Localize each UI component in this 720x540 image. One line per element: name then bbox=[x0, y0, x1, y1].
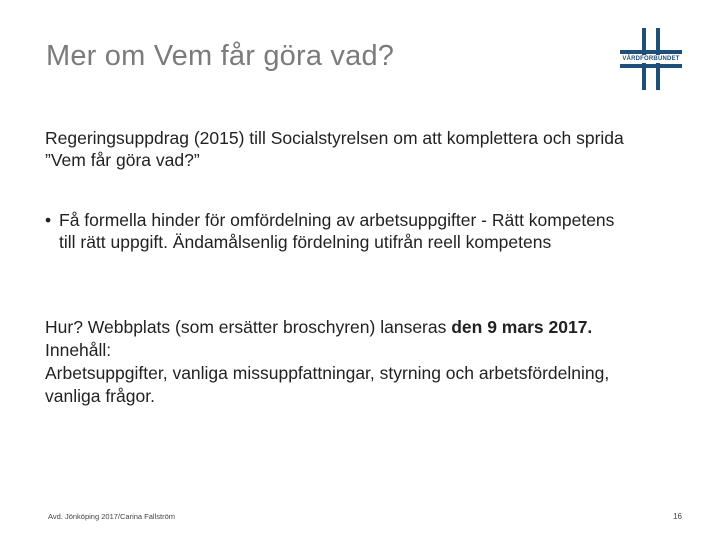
footer-text: Avd. Jönköping 2017/Carina Fallström bbox=[48, 512, 176, 521]
hur-paragraph bbox=[45, 316, 645, 408]
launch-text: Hur? Webbplats (som ersätter broschyren) lanseras bbox=[45, 317, 452, 337]
intro-paragraph: Regeringsuppdrag (2015) till Socialstyrelsen om att komplettera och sprida ”Vem får göra vad?” bbox=[45, 128, 624, 170]
bullet-marker: • bbox=[45, 210, 52, 230]
logo-text: VÅRDFÖRBUNDET bbox=[618, 55, 684, 63]
bullet-list bbox=[45, 209, 625, 253]
vardforbundet-logo bbox=[618, 26, 688, 92]
content-label: Innehåll: bbox=[45, 340, 112, 360]
launch-date: den 9 mars 2017. bbox=[451, 317, 593, 337]
bullet-text: Få formella hinder för omfördelning av arbetsuppgifter - Rätt kompetens till rätt uppgift. Ändamålsenlig fördelning utifrån reell kompetens bbox=[59, 210, 615, 252]
launch-line bbox=[45, 316, 645, 339]
page-number: 16 bbox=[673, 512, 682, 521]
slide-title: Mer om Vem får göra vad? bbox=[46, 40, 395, 72]
list-item bbox=[45, 209, 625, 253]
content-text: Arbetsuppgifter, vanliga missuppfattningar, styrning och arbetsfördelning, vanliga frågor. bbox=[45, 363, 610, 406]
